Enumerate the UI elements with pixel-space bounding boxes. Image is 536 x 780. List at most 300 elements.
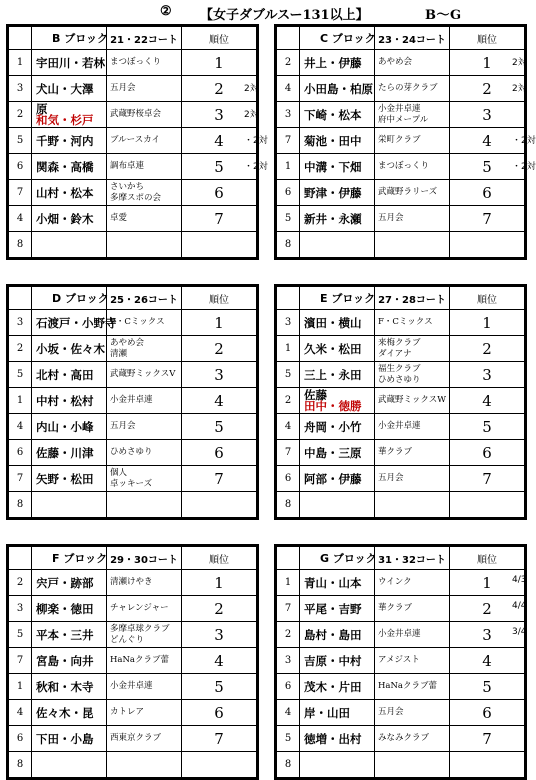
table-row bbox=[277, 570, 525, 596]
rank-value bbox=[182, 752, 257, 778]
seed-number: 6 bbox=[9, 154, 32, 180]
club-name: 華クラブ bbox=[375, 440, 450, 466]
club-name: ブルースカイ bbox=[107, 128, 182, 154]
rank-value: 7 bbox=[182, 466, 257, 492]
block-court: 23・24コート bbox=[375, 27, 450, 50]
table-row bbox=[9, 154, 257, 180]
club-name-line2: どんぐり bbox=[110, 634, 145, 645]
table-row bbox=[9, 596, 257, 622]
rank-value: 4 bbox=[182, 388, 257, 414]
club-name-line1: あやめ会 bbox=[110, 337, 145, 348]
seed-number: 1 bbox=[277, 570, 300, 596]
player-names: 北村・高田 bbox=[32, 362, 107, 388]
rank-header: 順位 bbox=[450, 27, 525, 50]
rank-value: 1 bbox=[182, 50, 257, 76]
table-row bbox=[277, 440, 525, 466]
match-note: 4/4 bbox=[512, 601, 527, 611]
rank-value bbox=[450, 492, 525, 518]
block-header-row bbox=[277, 547, 525, 570]
player-names-line1: 佐藤 bbox=[304, 387, 327, 402]
seed-number: 5 bbox=[277, 726, 300, 752]
club-name: 小金井卓連 bbox=[375, 622, 450, 648]
club-name: ウインク bbox=[375, 570, 450, 596]
seed-number: 4 bbox=[277, 414, 300, 440]
player-names: 矢野・松田 bbox=[32, 466, 107, 492]
club-name-line1: 来梅クラブ bbox=[378, 337, 421, 348]
table-row bbox=[277, 336, 525, 362]
player-names: 舟岡・小竹 bbox=[300, 414, 375, 440]
club-name bbox=[107, 180, 182, 206]
player-names: 山村・松本 bbox=[32, 180, 107, 206]
club-name bbox=[375, 362, 450, 388]
seed-number: 3 bbox=[9, 76, 32, 102]
rank-value: 5 bbox=[182, 154, 257, 180]
club-name-line2: 卓ッキーズ bbox=[110, 478, 153, 489]
player-names: 井上・伊藤 bbox=[300, 50, 375, 76]
block-range: B～G bbox=[425, 8, 462, 23]
match-note: 2対 bbox=[512, 58, 527, 68]
rank-value bbox=[450, 752, 525, 778]
rank-value: 3 bbox=[450, 622, 525, 648]
seed-number: 7 bbox=[9, 648, 32, 674]
block-c-table bbox=[274, 24, 527, 260]
block-name: G ブロック bbox=[300, 547, 375, 570]
player-names: 青山・山本 bbox=[300, 570, 375, 596]
club-name bbox=[107, 622, 182, 648]
table-row bbox=[9, 674, 257, 700]
seed-number: 3 bbox=[277, 648, 300, 674]
player-names: 千野・河内 bbox=[32, 128, 107, 154]
table-row bbox=[277, 700, 525, 726]
block-header-row bbox=[277, 287, 525, 310]
club-name: あやめ会 bbox=[375, 50, 450, 76]
seed-number: 8 bbox=[277, 752, 300, 778]
club-name: 小金井卓連 bbox=[107, 674, 182, 700]
table-row bbox=[9, 700, 257, 726]
table-row bbox=[9, 336, 257, 362]
club-name: HaNaクラブ蕾 bbox=[375, 674, 450, 700]
club-name: 栄町クラブ bbox=[375, 128, 450, 154]
table-row bbox=[277, 76, 525, 102]
rank-value: 3 bbox=[182, 362, 257, 388]
seed-number: 2 bbox=[277, 622, 300, 648]
rank-value: 4 bbox=[182, 648, 257, 674]
player-names: 犬山・大澤 bbox=[32, 76, 107, 102]
rank-value: 6 bbox=[450, 700, 525, 726]
club-name: まつぼっくり bbox=[107, 50, 182, 76]
club-name: たらの芽クラブ bbox=[375, 76, 450, 102]
table-row bbox=[277, 726, 525, 752]
seed-number: 4 bbox=[9, 700, 32, 726]
club-name: F・Cミックス bbox=[375, 310, 450, 336]
block-court: 31・32コート bbox=[375, 547, 450, 570]
rank-value bbox=[182, 232, 257, 258]
club-name: 華クラブ bbox=[375, 596, 450, 622]
rank-value: 3 bbox=[182, 102, 257, 128]
club-name: 武蔵野桜卓会 bbox=[107, 102, 182, 128]
seed-number: 6 bbox=[9, 440, 32, 466]
club-name: みなみクラブ bbox=[375, 726, 450, 752]
block-d-table bbox=[6, 284, 259, 520]
seed-number: 3 bbox=[9, 310, 32, 336]
rank-value: 7 bbox=[450, 726, 525, 752]
match-note: 2対 bbox=[512, 84, 527, 94]
block-court: 25・26コート bbox=[107, 287, 182, 310]
rank-value: 2 bbox=[450, 76, 525, 102]
player-names bbox=[300, 492, 375, 518]
player-names: 小田島・柏原 bbox=[300, 76, 375, 102]
player-names: 中村・松村 bbox=[32, 388, 107, 414]
table-row bbox=[9, 440, 257, 466]
player-names: 濱田・横山 bbox=[300, 310, 375, 336]
table-row bbox=[277, 128, 525, 154]
player-names: 茂木・片田 bbox=[300, 674, 375, 700]
rank-value: 6 bbox=[450, 180, 525, 206]
seed-number: 8 bbox=[9, 492, 32, 518]
seed-number: 7 bbox=[9, 180, 32, 206]
club-name: 武蔵野ミックスW bbox=[375, 388, 450, 414]
rank-value: 4 bbox=[450, 388, 525, 414]
rank-value: 7 bbox=[450, 206, 525, 232]
table-row bbox=[277, 622, 525, 648]
block-court: 29・30コート bbox=[107, 547, 182, 570]
seed-number: 2 bbox=[277, 388, 300, 414]
match-note: ・2対 bbox=[512, 162, 536, 172]
block-g-table bbox=[274, 544, 527, 780]
block-court: 21・22コート bbox=[107, 27, 182, 50]
rank-value: 2 bbox=[182, 336, 257, 362]
block-f-table bbox=[6, 544, 259, 780]
club-name bbox=[107, 232, 182, 258]
player-names: 阿部・伊藤 bbox=[300, 466, 375, 492]
seed-number: 8 bbox=[277, 492, 300, 518]
player-names: 石渡戸・小野寺 bbox=[32, 310, 107, 336]
player-names: 久米・松田 bbox=[300, 336, 375, 362]
block-name: C ブロック bbox=[300, 27, 375, 50]
seed-number: 2 bbox=[9, 102, 32, 128]
player-names bbox=[32, 492, 107, 518]
rank-header: 順位 bbox=[182, 547, 257, 570]
table-row bbox=[9, 128, 257, 154]
block-header-row bbox=[9, 287, 257, 310]
table-row bbox=[277, 752, 525, 778]
player-names: 新井・永瀬 bbox=[300, 206, 375, 232]
seed-number: 3 bbox=[9, 596, 32, 622]
seed-number: 4 bbox=[277, 76, 300, 102]
seed-number: 2 bbox=[277, 50, 300, 76]
club-name-line2: 多摩スポの会 bbox=[110, 192, 162, 203]
player-names bbox=[32, 752, 107, 778]
seed-number: 4 bbox=[9, 206, 32, 232]
club-name: カトレア bbox=[107, 700, 182, 726]
club-name: 五月会 bbox=[375, 466, 450, 492]
club-name: 五月会 bbox=[375, 206, 450, 232]
seed-number: 3 bbox=[277, 102, 300, 128]
seed-number: 7 bbox=[9, 466, 32, 492]
seed-number: 2 bbox=[9, 336, 32, 362]
seed-number: 4 bbox=[277, 700, 300, 726]
rank-value: 4 bbox=[450, 128, 525, 154]
sheet-number: ② bbox=[160, 4, 172, 19]
table-row bbox=[277, 154, 525, 180]
table-row bbox=[277, 648, 525, 674]
player-names: 下崎・松本 bbox=[300, 102, 375, 128]
rank-value: 1 bbox=[182, 310, 257, 336]
table-row bbox=[9, 310, 257, 336]
seed-number: 3 bbox=[277, 310, 300, 336]
player-names: 野津・伊藤 bbox=[300, 180, 375, 206]
player-names bbox=[32, 232, 107, 258]
table-row bbox=[277, 492, 525, 518]
rank-value: 6 bbox=[182, 700, 257, 726]
seed-number: 5 bbox=[277, 206, 300, 232]
club-name bbox=[107, 466, 182, 492]
seed-number: 5 bbox=[277, 362, 300, 388]
player-names: 小坂・佐々木 bbox=[32, 336, 107, 362]
club-name bbox=[375, 492, 450, 518]
club-name-line1: 小金井卓連 bbox=[378, 103, 421, 114]
table-row bbox=[9, 206, 257, 232]
block-name: F ブロック bbox=[32, 547, 107, 570]
club-name bbox=[107, 336, 182, 362]
rank-value: 1 bbox=[182, 570, 257, 596]
club-name: 五月会 bbox=[375, 700, 450, 726]
block-header-row bbox=[277, 27, 525, 50]
player-names: 平尾・吉野 bbox=[300, 596, 375, 622]
rank-value bbox=[450, 232, 525, 258]
match-note: 2対 bbox=[244, 110, 259, 120]
player-names: 関森・高橋 bbox=[32, 154, 107, 180]
table-row bbox=[9, 414, 257, 440]
rank-value: 1 bbox=[450, 570, 525, 596]
block-e-table bbox=[274, 284, 527, 520]
seed-number: 7 bbox=[277, 596, 300, 622]
club-name: 調布卓連 bbox=[107, 154, 182, 180]
match-note: ・2対 bbox=[512, 136, 536, 146]
seed-number: 8 bbox=[9, 752, 32, 778]
page-header bbox=[0, 4, 536, 22]
table-row bbox=[277, 596, 525, 622]
rank-header: 順位 bbox=[450, 287, 525, 310]
seed-number: 7 bbox=[277, 440, 300, 466]
rank-value: 5 bbox=[450, 674, 525, 700]
club-name: 卓愛 bbox=[107, 206, 182, 232]
player-names: 吉原・中村 bbox=[300, 648, 375, 674]
club-name: 武蔵野ミックスV bbox=[107, 362, 182, 388]
table-row bbox=[277, 310, 525, 336]
rank-header: 順位 bbox=[450, 547, 525, 570]
match-note: ・2対 bbox=[244, 162, 268, 172]
player-names: 小畑・鈴木 bbox=[32, 206, 107, 232]
player-names-line2: 和気・杉戸 bbox=[36, 112, 94, 127]
rank-value: 1 bbox=[450, 310, 525, 336]
block-header-row bbox=[9, 547, 257, 570]
player-names-line2: 田中・徳勝 bbox=[304, 398, 362, 413]
club-name-line2: 府中メープル bbox=[378, 114, 429, 125]
player-names: 佐々木・昆 bbox=[32, 700, 107, 726]
table-row bbox=[277, 102, 525, 128]
table-row bbox=[9, 726, 257, 752]
seed-number: 5 bbox=[9, 622, 32, 648]
club-name-line2: ひめさゆり bbox=[378, 374, 421, 385]
rank-header: 順位 bbox=[182, 287, 257, 310]
club-name: F・Cミックス bbox=[107, 310, 182, 336]
rank-value: 5 bbox=[450, 154, 525, 180]
seed-number: 2 bbox=[9, 570, 32, 596]
table-row bbox=[9, 232, 257, 258]
table-row bbox=[277, 466, 525, 492]
block-name: E ブロック bbox=[300, 287, 375, 310]
rank-value: 3 bbox=[450, 362, 525, 388]
rank-value: 4 bbox=[450, 648, 525, 674]
event-title: 【女子ダブルスー131以上】 bbox=[200, 8, 369, 23]
table-row bbox=[9, 466, 257, 492]
seed-number: 1 bbox=[277, 154, 300, 180]
block-b-table bbox=[6, 24, 259, 260]
table-row bbox=[9, 388, 257, 414]
block-name: D ブロック bbox=[32, 287, 107, 310]
club-name: 清瀬けやき bbox=[107, 570, 182, 596]
table-row bbox=[9, 752, 257, 778]
club-name-line2: 清瀬 bbox=[110, 348, 128, 359]
club-name bbox=[375, 102, 450, 128]
club-name: 西東京クラブ bbox=[107, 726, 182, 752]
seed-number: 8 bbox=[277, 232, 300, 258]
club-name bbox=[375, 336, 450, 362]
table-row bbox=[277, 674, 525, 700]
club-name bbox=[375, 752, 450, 778]
rank-value: 3 bbox=[182, 622, 257, 648]
seed-number: 5 bbox=[9, 128, 32, 154]
club-name-line2: ダイアナ bbox=[378, 348, 412, 359]
match-note: ・2対 bbox=[244, 136, 268, 146]
player-names: 島村・島田 bbox=[300, 622, 375, 648]
table-row bbox=[277, 362, 525, 388]
club-name-line1: さいかち bbox=[110, 181, 145, 192]
rank-value: 1 bbox=[450, 50, 525, 76]
player-names: 徳増・出村 bbox=[300, 726, 375, 752]
rank-value: 6 bbox=[182, 180, 257, 206]
block-name: B ブロック bbox=[32, 27, 107, 50]
match-note: 2対 bbox=[244, 84, 259, 94]
club-name bbox=[375, 232, 450, 258]
player-names: 中溝・下畑 bbox=[300, 154, 375, 180]
club-name: HaNaクラブ蕾 bbox=[107, 648, 182, 674]
player-names: 宮島・向井 bbox=[32, 648, 107, 674]
table-row bbox=[9, 50, 257, 76]
club-name: アメジスト bbox=[375, 648, 450, 674]
player-names bbox=[300, 752, 375, 778]
rank-value: 3 bbox=[450, 102, 525, 128]
club-name: 五月会 bbox=[107, 76, 182, 102]
seed-number: 7 bbox=[277, 128, 300, 154]
player-names: 岸・山田 bbox=[300, 700, 375, 726]
club-name-line1: 福生クラブ bbox=[378, 363, 421, 374]
match-note: 4/3 bbox=[512, 575, 527, 585]
table-row bbox=[9, 362, 257, 388]
table-row bbox=[9, 76, 257, 102]
table-row bbox=[9, 648, 257, 674]
table-row bbox=[9, 180, 257, 206]
table-row bbox=[277, 206, 525, 232]
rank-value: 6 bbox=[450, 440, 525, 466]
club-name: ひめさゆり bbox=[107, 440, 182, 466]
rank-value: 6 bbox=[182, 440, 257, 466]
seed-number: 6 bbox=[9, 726, 32, 752]
club-name-line1: 個人 bbox=[110, 467, 128, 478]
seed-number: 6 bbox=[277, 466, 300, 492]
table-row bbox=[277, 388, 525, 414]
rank-value: 4 bbox=[182, 128, 257, 154]
rank-value: 5 bbox=[182, 414, 257, 440]
club-name: 小金井卓連 bbox=[375, 414, 450, 440]
block-header-row bbox=[9, 27, 257, 50]
table-row bbox=[277, 232, 525, 258]
seed-number: 1 bbox=[9, 50, 32, 76]
club-name bbox=[107, 752, 182, 778]
player-names bbox=[300, 388, 375, 414]
table-row bbox=[277, 414, 525, 440]
player-names: 三上・永田 bbox=[300, 362, 375, 388]
rank-header: 順位 bbox=[182, 27, 257, 50]
seed-number: 5 bbox=[9, 362, 32, 388]
seed-number: 6 bbox=[277, 180, 300, 206]
table-row bbox=[9, 622, 257, 648]
club-name: 五月会 bbox=[107, 414, 182, 440]
club-name: 小金井卓連 bbox=[107, 388, 182, 414]
player-names: 内山・小峰 bbox=[32, 414, 107, 440]
rank-value bbox=[182, 492, 257, 518]
player-names: 柳楽・徳田 bbox=[32, 596, 107, 622]
player-names: 佐藤・川津 bbox=[32, 440, 107, 466]
match-note: 3/4 bbox=[512, 627, 527, 637]
table-row bbox=[9, 102, 257, 128]
table-row bbox=[9, 492, 257, 518]
rank-value: 2 bbox=[450, 336, 525, 362]
club-name bbox=[107, 492, 182, 518]
club-name: 武蔵野ラリーズ bbox=[375, 180, 450, 206]
rank-value: 2 bbox=[182, 596, 257, 622]
player-names: 宇田川・若林 bbox=[32, 50, 107, 76]
rank-value: 2 bbox=[450, 596, 525, 622]
rank-value: 2 bbox=[182, 76, 257, 102]
seed-number: 1 bbox=[9, 388, 32, 414]
rank-value: 7 bbox=[182, 726, 257, 752]
player-names: 菊池・田中 bbox=[300, 128, 375, 154]
player-names bbox=[32, 102, 107, 128]
club-name: まつぼっくり bbox=[375, 154, 450, 180]
player-names: 下田・小島 bbox=[32, 726, 107, 752]
seed-number: 6 bbox=[277, 674, 300, 700]
club-name: チャレンジャー bbox=[107, 596, 182, 622]
seed-number: 4 bbox=[9, 414, 32, 440]
player-names-line1: 原 bbox=[36, 101, 48, 116]
rank-value: 5 bbox=[450, 414, 525, 440]
club-name-line1: 多摩卓球クラブ bbox=[110, 623, 170, 634]
player-names: 平本・三井 bbox=[32, 622, 107, 648]
table-row bbox=[277, 50, 525, 76]
block-court: 27・28コート bbox=[375, 287, 450, 310]
player-names: 秋和・木寺 bbox=[32, 674, 107, 700]
rank-value: 5 bbox=[182, 674, 257, 700]
table-row bbox=[9, 570, 257, 596]
rank-value: 7 bbox=[450, 466, 525, 492]
table-row bbox=[277, 180, 525, 206]
seed-number: 1 bbox=[277, 336, 300, 362]
seed-number: 1 bbox=[9, 674, 32, 700]
seed-number: 8 bbox=[9, 232, 32, 258]
player-names bbox=[300, 232, 375, 258]
